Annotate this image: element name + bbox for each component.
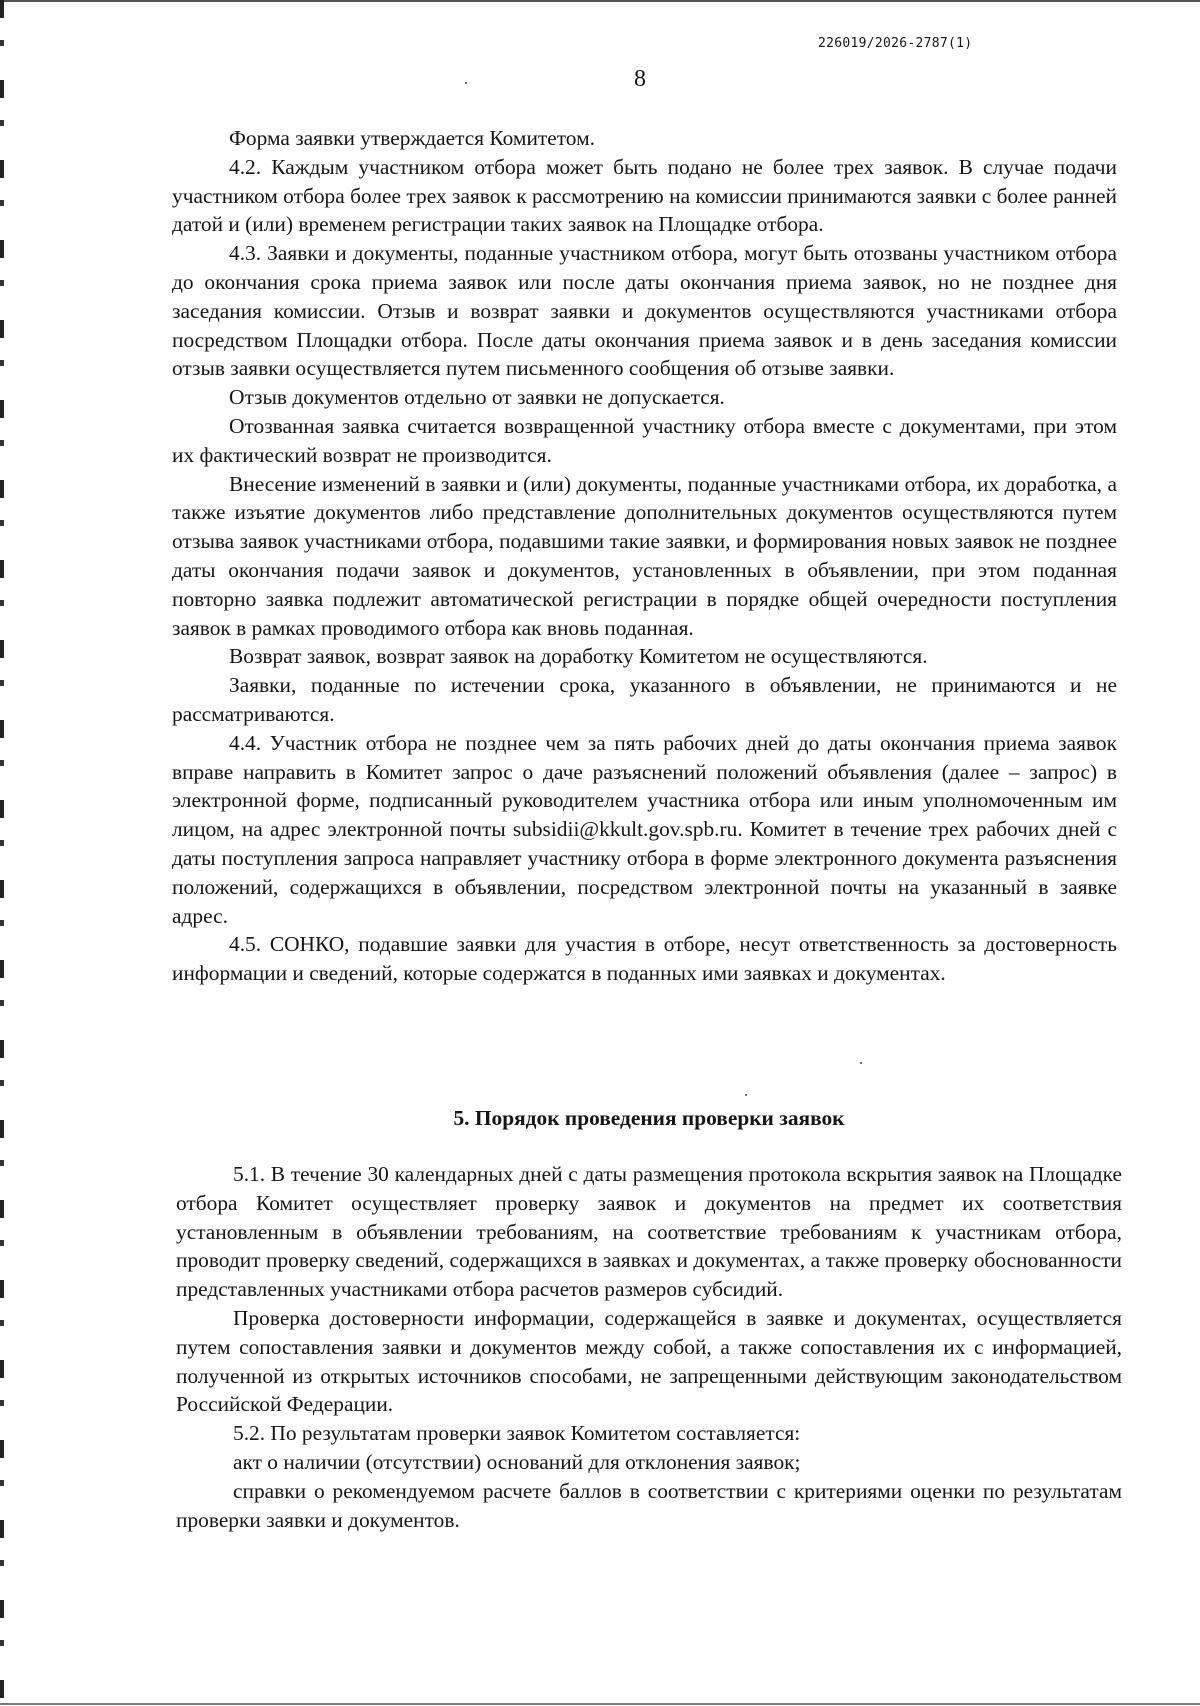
paragraph: 4.4. Участник отбора не позднее чем за пять рабочих дней до даты окончания приема заявок вправе направить в Комитет запрос о даче разъяснений положений объявления (далее – запрос) в электронной форме, подписанный руководителем участника отбора или иным уполномоченным им лицом, на адрес электронной почты subsidii@kkult.gov.spb.ru. Комитет в течение трех рабочих дней с даты поступления запроса направляет участнику отбора в форме электронного документа разъяснения положений, содержащихся в объявлении, посредством электронной почты на указанный в заявке адрес. — [172, 730, 1117, 928]
page-number: 8 — [634, 66, 646, 92]
paragraph: Форма заявки утверждается Комитетом. — [229, 126, 595, 150]
paragraph: 4.2. Каждым участником отбора может быть подано не более трех заявок. В случае подачи участником отбора более трех заявок к рассмотрению на комиссии принимаются заявки с более ранней датой и (или) временем регистрации таких заявок на Площадке отбора. — [172, 154, 1117, 237]
scan-speck — [745, 1094, 747, 1096]
scan-top-border — [0, 0, 1200, 2]
section-heading: 5. Порядок проведения проверки заявок — [453, 1106, 845, 1130]
scan-bottom-border — [0, 1703, 1200, 1705]
paragraph: акт о наличии (отсутствии) оснований для отклонения заявок; — [233, 1449, 801, 1474]
paragraph: Возврат заявок, возврат заявок на доработку Комитетом не осуществляются. — [229, 644, 928, 669]
paragraph: Внесение изменений в заявки и (или) документы, поданные участниками отбора, их доработка, а также изъятие документов либо представление дополнительных документов осуществляются путем отзыва заявок участниками отбора, подавшими такие заявки, и формирования новых заявок не позднее даты окончания подачи заявок и документов, установленных в объявлении, при этом поданная повторно заявка подлежит автоматической регистрации в порядке общей очередности поступления заявок в рамках проводимого отбора как вновь поданная. — [172, 471, 1117, 640]
paragraph: Отзыв документов отдельно от заявки не допускается. — [229, 385, 725, 410]
section-5-body — [176, 1160, 1122, 1534]
paragraph: 4.3. Заявки и документы, поданные участником отбора, могут быть отозваны участником отбора до окончания срока приема заявок или после даты окончания приема заявок, но не позднее дня заседания комиссии. Отзыв и возврат заявки и документов осуществляются участниками отбора посредством Площадки отбора. После даты окончания приема заявок и в день заседания комиссии отзыв заявки осуществляется путем письменного сообщения об отзыве заявки. — [172, 241, 1117, 381]
paragraph: справки о рекомендуемом расчете баллов в соответствии с критериями оценки по результатам проверки заявки и документов. — [176, 1478, 1122, 1532]
document-registration-number: 226019/2026-2787(1) — [818, 36, 973, 51]
paragraph: 5.2. По результатам проверки заявок Комитетом составляется: — [233, 1421, 801, 1446]
paragraph: Заявки, поданные по истечении срока, указанного в объявлении, не принимаются и не рассматриваются. — [172, 673, 1117, 726]
paragraph: Отозванная заявка считается возвращенной участнику отбора вместе с документами, при этом их фактический возврат не производится. — [172, 413, 1117, 467]
paragraph: Проверка достоверности информации, содержащейся в заявке и документах, осуществляется путем сопоставления заявки и документов между собой, а также сопоставления их с информацией, полученной из открытых источников способами, не запрещенными действующим законодательством Российской Федерации. — [176, 1305, 1122, 1417]
scan-left-edge — [0, 0, 4, 1706]
section-4-body — [172, 124, 1117, 988]
paragraph: 4.5. СОНКО, подавшие заявки для участия в отборе, несут ответственность за достоверность информации и сведений, которые содержатся в поданных ими заявках и документах. — [172, 932, 1117, 986]
scan-speck — [860, 1062, 862, 1064]
scan-speck — [465, 82, 467, 84]
paragraph: 5.1. В течение 30 календарных дней с даты размещения протокола вскрытия заявок на Площадке отбора Комитет осуществляет проверку заявок и документов на предмет их соответствия установленным в объявлении требованиям, на соответствие требованиям к участникам отбора, проводит проверку сведений, содержащихся в заявках и документах, а также проверку обоснованности представленных участниками отбора расчетов размеров субсидий. — [176, 1162, 1122, 1302]
